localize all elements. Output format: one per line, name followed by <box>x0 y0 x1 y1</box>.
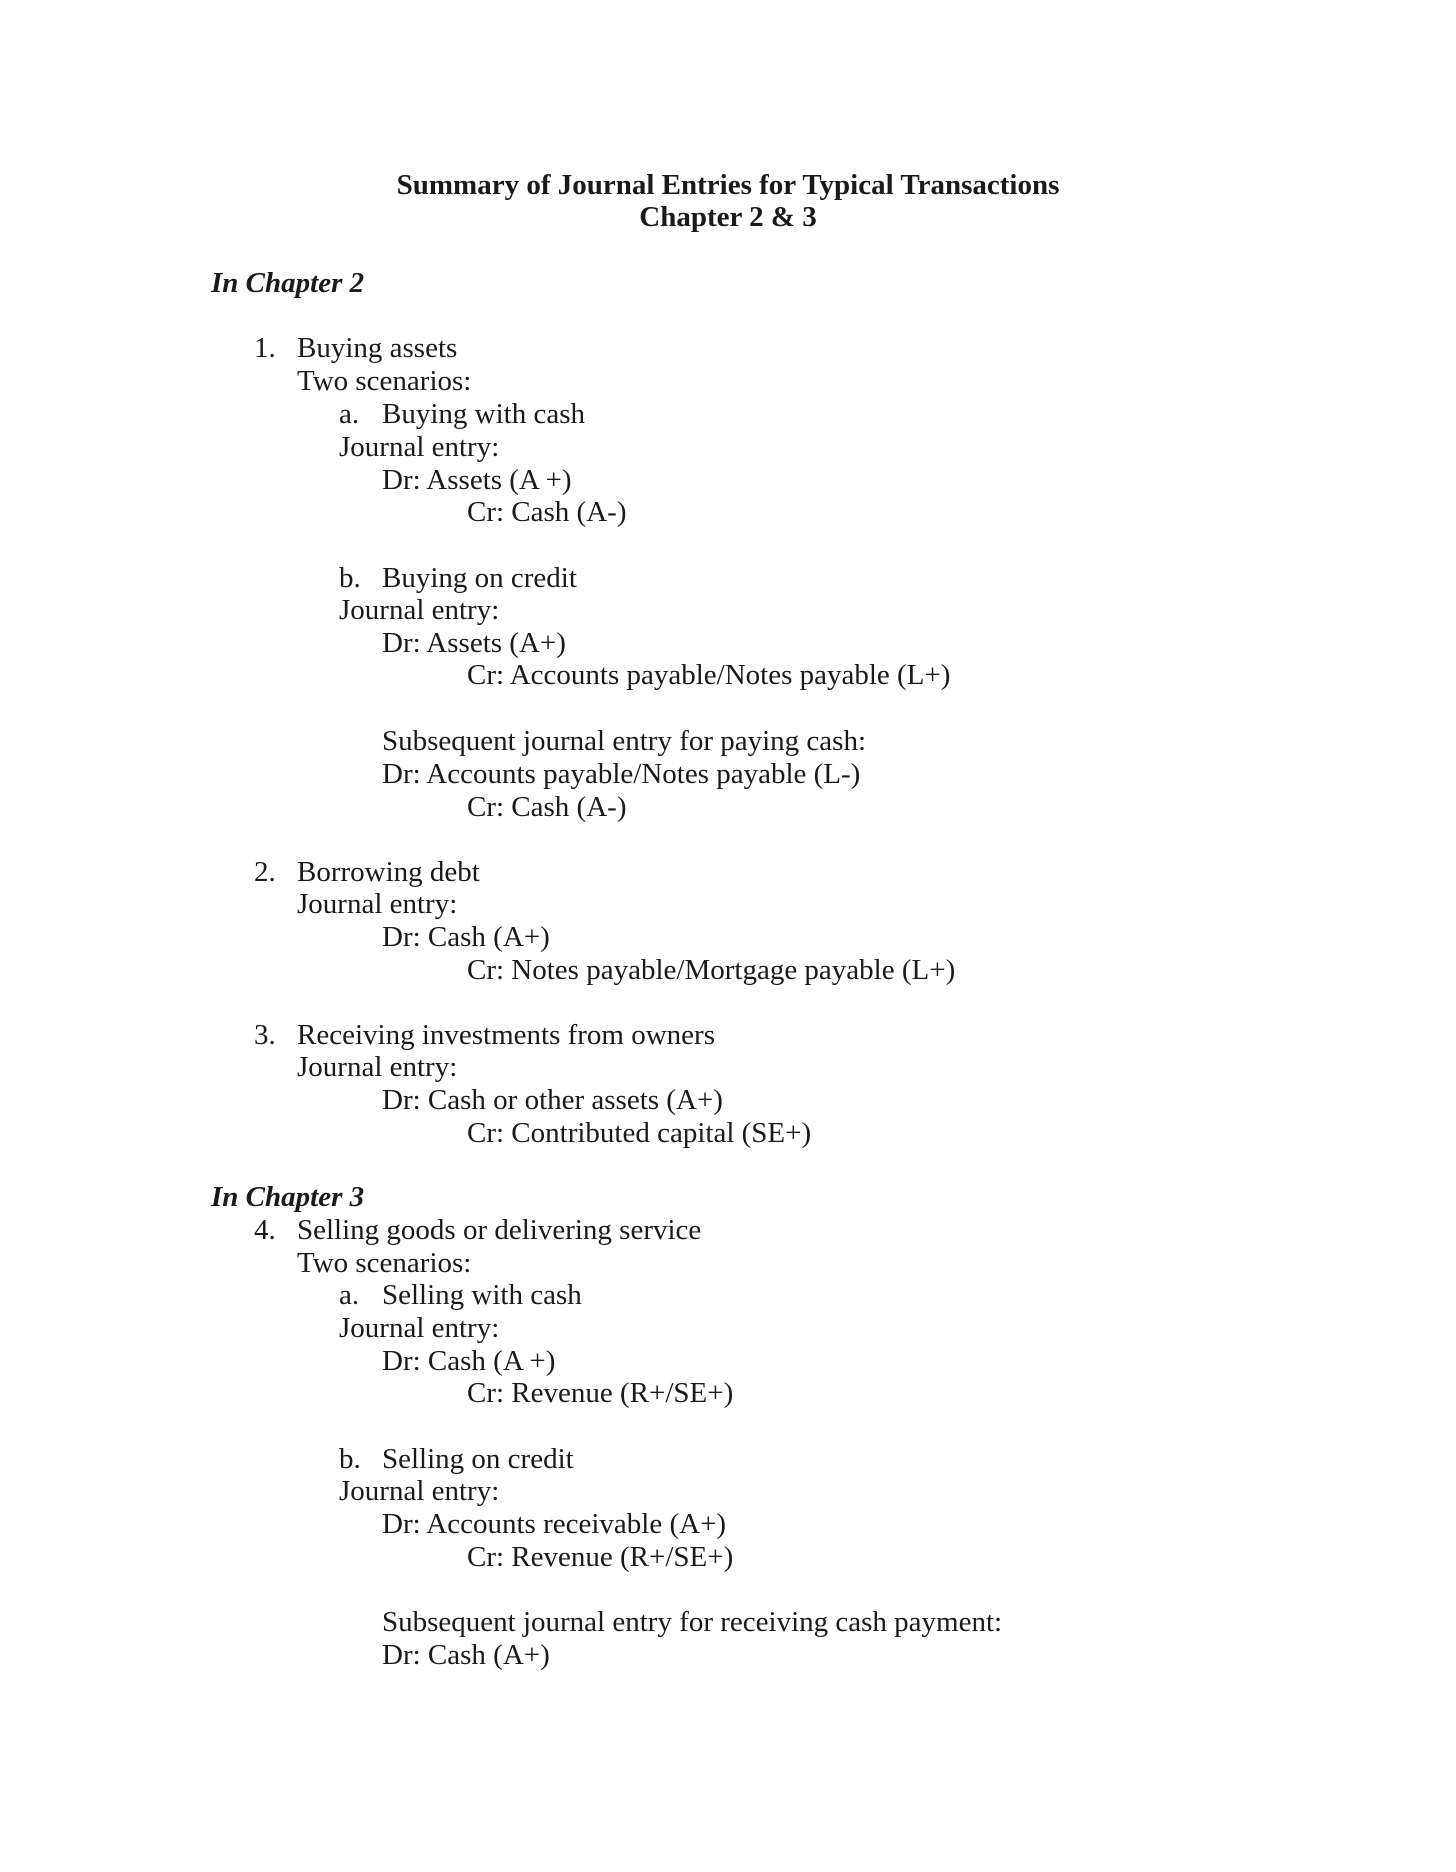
item-3-label: Receiving investments from owners <box>297 1019 715 1051</box>
item-4b-subsequent-label: Subsequent journal entry for receiving cash payment: <box>382 1606 1003 1638</box>
item-1b-journal-label: Journal entry: <box>339 594 500 626</box>
item-1b-marker: b. <box>339 562 361 594</box>
item-3-debit: Dr: Cash or other assets (A+) <box>382 1084 723 1116</box>
item-1b-subsequent-debit: Dr: Accounts payable/Notes payable (L-) <box>382 758 861 790</box>
item-4-number: 4. <box>254 1214 276 1246</box>
item-2-journal-label: Journal entry: <box>297 888 458 920</box>
item-4-scenarios: Two scenarios: <box>297 1247 472 1279</box>
item-1a-marker: a. <box>339 398 360 430</box>
item-4b-credit: Cr: Revenue (R+/SE+) <box>467 1541 734 1573</box>
item-1b-debit: Dr: Assets (A+) <box>382 627 566 659</box>
item-2-credit: Cr: Notes payable/Mortgage payable (L+) <box>467 954 956 986</box>
item-4a-debit: Dr: Cash (A +) <box>382 1345 556 1377</box>
item-2-label: Borrowing debt <box>297 856 480 888</box>
document-subtitle: Chapter 2 & 3 <box>639 201 817 233</box>
chapter-2-heading: In Chapter 2 <box>211 267 365 299</box>
item-4b-journal-label: Journal entry: <box>339 1475 500 1507</box>
item-4a-label: Selling with cash <box>382 1279 582 1311</box>
item-1-number: 1. <box>254 332 276 364</box>
item-1a-credit: Cr: Cash (A-) <box>467 496 627 528</box>
item-1a-debit: Dr: Assets (A +) <box>382 464 572 496</box>
item-1a-label: Buying with cash <box>382 398 585 430</box>
item-1-scenarios: Two scenarios: <box>297 365 472 397</box>
item-4b-subsequent-debit: Dr: Cash (A+) <box>382 1639 550 1671</box>
item-4a-credit: Cr: Revenue (R+/SE+) <box>467 1377 734 1409</box>
item-4b-debit: Dr: Accounts receivable (A+) <box>382 1508 727 1540</box>
item-1b-label: Buying on credit <box>382 562 577 594</box>
item-3-journal-label: Journal entry: <box>297 1051 458 1083</box>
item-4b-marker: b. <box>339 1443 361 1475</box>
item-1a-journal-label: Journal entry: <box>339 431 500 463</box>
item-4b-label: Selling on credit <box>382 1443 574 1475</box>
item-2-debit: Dr: Cash (A+) <box>382 921 550 953</box>
item-4a-marker: a. <box>339 1279 360 1311</box>
item-1b-credit: Cr: Accounts payable/Notes payable (L+) <box>467 659 951 691</box>
document-title: Summary of Journal Entries for Typical Transactions <box>396 169 1060 201</box>
item-4a-journal-label: Journal entry: <box>339 1312 500 1344</box>
item-4-label: Selling goods or delivering service <box>297 1214 702 1246</box>
item-2-number: 2. <box>254 856 276 888</box>
item-3-number: 3. <box>254 1019 276 1051</box>
item-1b-subsequent-credit: Cr: Cash (A-) <box>467 791 627 823</box>
chapter-3-heading: In Chapter 3 <box>211 1181 365 1213</box>
item-1-label: Buying assets <box>297 332 458 364</box>
item-1b-subsequent-label: Subsequent journal entry for paying cash: <box>382 725 867 757</box>
item-3-credit: Cr: Contributed capital (SE+) <box>467 1117 812 1149</box>
